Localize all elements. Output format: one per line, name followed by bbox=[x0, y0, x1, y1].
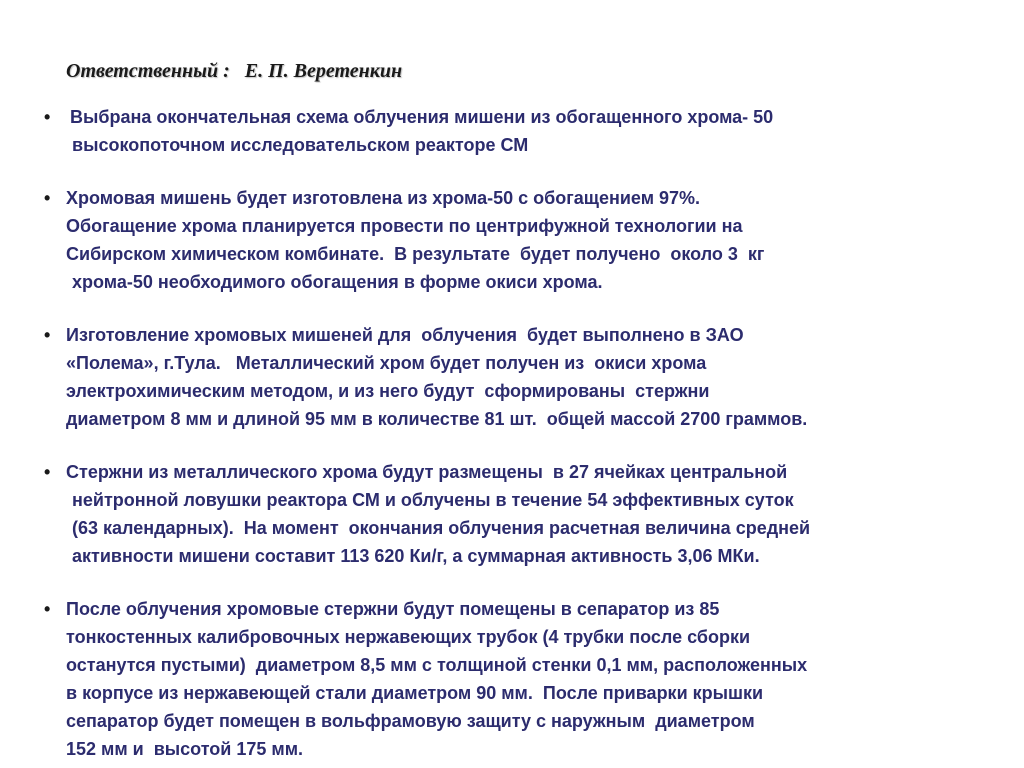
bullet-3-line-3: электрохимическим методом, и из него будут сформированы стержни bbox=[66, 381, 710, 401]
bullet-5-line-5: сепаратор будет помещен в вольфрамовую защиту с наружным диаметром bbox=[66, 711, 755, 731]
bullet-5-line-3: останутся пустыми) диаметром 8,5 мм с толщиной стенки 0,1 мм, расположенных bbox=[66, 655, 808, 675]
bullet-4-line-4: активности мишени составит 113 620 Ки/г, а суммарная активность 3,06 МКи. bbox=[72, 546, 760, 566]
bullet-5-line-1: После облучения хромовые стержни будут помещены в сепаратор из 85 bbox=[66, 599, 720, 619]
bullet-4-line-1: Стержни из металлического хрома будут размещены в 27 ячейках центральной bbox=[66, 462, 788, 482]
bullet-marker-3: • bbox=[44, 325, 51, 345]
bullet-3-line-4: диаметром 8 мм и длиной 95 мм в количестве 81 шт. общей массой 2700 граммов. bbox=[66, 409, 808, 429]
bullet-4-line-2: нейтронной ловушки реактора СМ и облучены в течение 54 эффективных суток bbox=[72, 490, 794, 510]
bullet-marker-1: • bbox=[44, 107, 51, 127]
bullet-3-line-1: Изготовление хромовых мишеней для облучения будет выполнено в ЗАО bbox=[66, 325, 744, 345]
bullet-marker-4: • bbox=[44, 462, 51, 482]
bullet-2-line-4: хрома-50 необходимого обогащения в форме окиси хрома. bbox=[72, 272, 603, 292]
bullet-5-line-4: в корпусе из нержавеющей стали диаметром 90 мм. После приварки крышки bbox=[66, 683, 764, 703]
bullet-5-line-2: тонкостенных калибровочных нержавеющих трубок (4 трубки после сборки bbox=[66, 627, 751, 647]
bullet-marker-5: • bbox=[44, 599, 51, 619]
bullet-1-line-2: высокопоточном исследовательском реакторе СМ bbox=[72, 135, 529, 155]
responsible-title: Ответственный : Е. П. Веретенкин bbox=[66, 60, 403, 82]
bullet-4-line-3: (63 календарных). На момент окончания облучения расчетная величина средней bbox=[72, 518, 811, 538]
bullet-1-line-1: Выбрана окончательная схема облучения мишени из обогащенного хрома- 50 bbox=[70, 107, 774, 127]
bullet-3-line-2: «Полема», г.Тула. Металлический хром будет получен из окиси хрома bbox=[66, 353, 707, 373]
bullet-5-line-6: 152 мм и высотой 175 мм. bbox=[66, 739, 304, 759]
bullet-2-line-1: Хромовая мишень будет изготовлена из хрома-50 с обогащением 97%. bbox=[66, 188, 701, 208]
bullet-2-line-2: Обогащение хрома планируется провести по центрифужной технологии на bbox=[66, 216, 743, 236]
bullet-2-line-3: Сибирском химическом комбинате. В результате будет получено около 3 кг bbox=[66, 244, 765, 264]
bullet-marker-2: • bbox=[44, 188, 51, 208]
